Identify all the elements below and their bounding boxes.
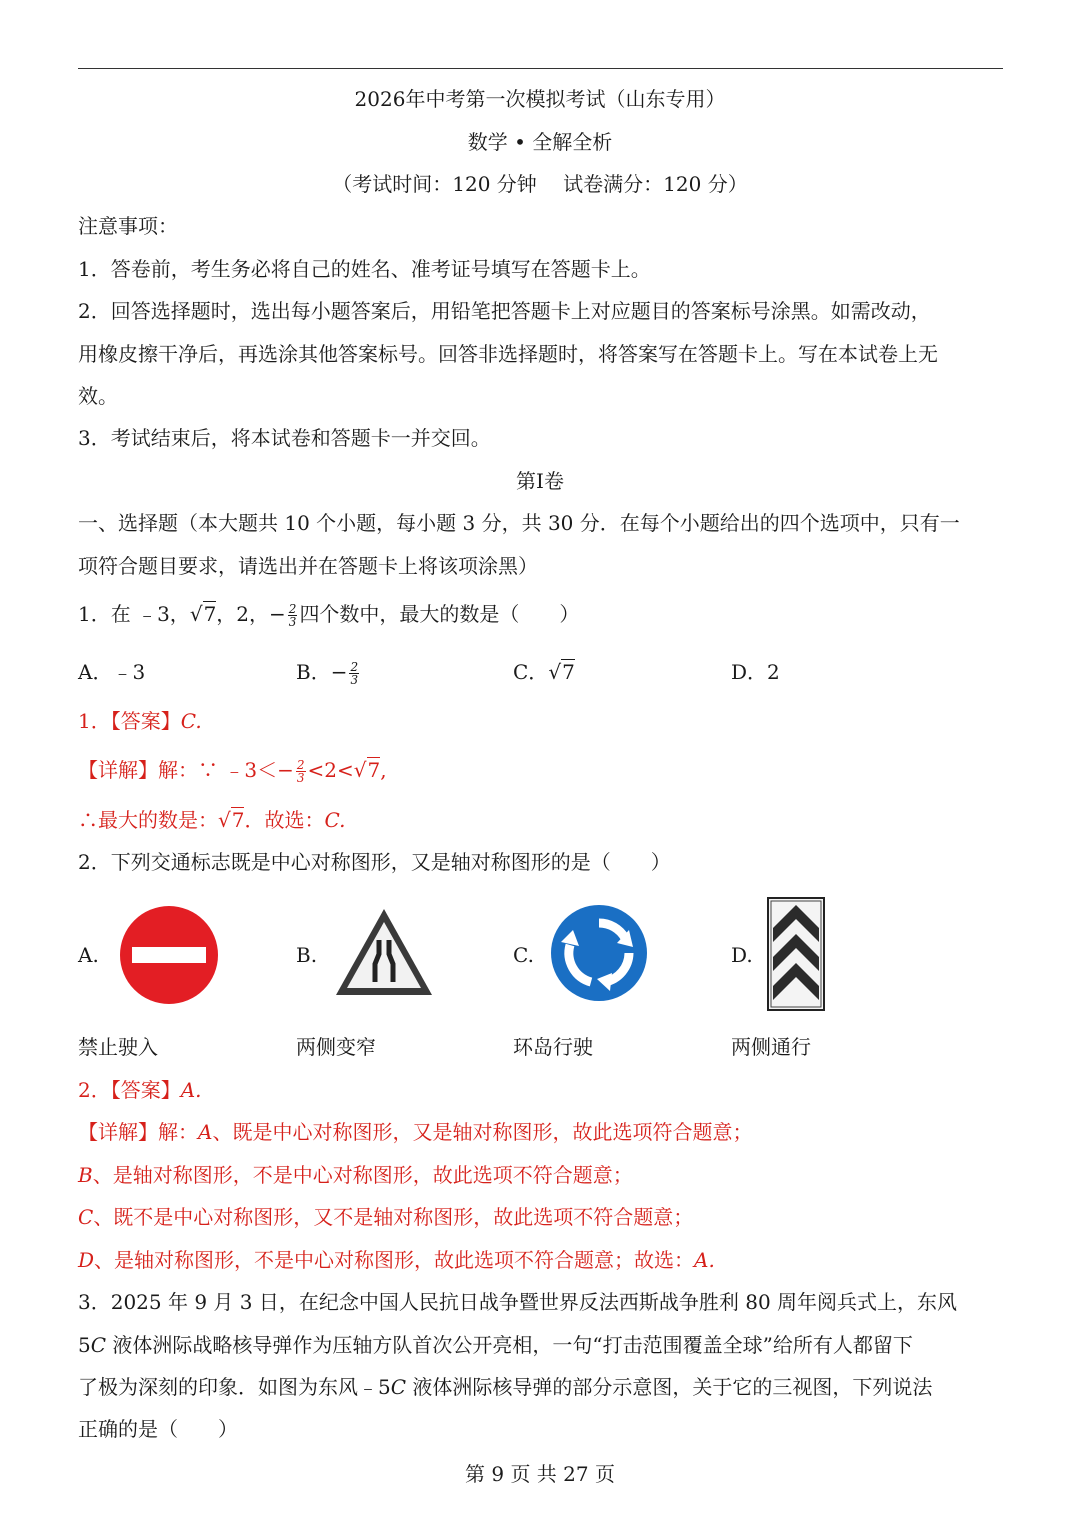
volume-heading: 第I卷 xyxy=(516,469,564,493)
fraction-two-thirds xyxy=(349,661,359,686)
notice-item-3: 3．考试结束后，将本试卷和答题卡一并交回。 xyxy=(78,426,491,450)
q2-detail-3-letter: C xyxy=(78,1205,94,1229)
q1-option-b-label: B． xyxy=(296,660,331,684)
q2-option-b-label: B. xyxy=(296,943,318,967)
q2-detail-2 xyxy=(78,1160,633,1190)
q1-answer xyxy=(78,706,202,736)
q1-conclusion-choice: C. xyxy=(324,808,346,832)
fraction-two-thirds xyxy=(296,759,306,784)
q3-line-2-part-a: 5 xyxy=(78,1333,91,1357)
q2-detail-4-text: 、是轴对称图形，不是中心对称图形，故此选项不符合题意；故选： xyxy=(94,1248,695,1272)
q3-line-2-part-c: 液体洲际战略核导弹作为压轴方队首次公开亮相，一句“打击范围覆盖全球”给所有人都留下 xyxy=(106,1333,913,1357)
q1-option-b xyxy=(296,657,361,687)
exam-title: 2026年中考第一次模拟考试（山东专用） xyxy=(354,87,726,111)
q1-option-c-label: C． xyxy=(513,660,549,684)
q1-stem-part-a: 1．在 ﹣3， xyxy=(78,602,190,626)
q2-option-a-label: A. xyxy=(78,943,99,967)
q1-stem-part-b: ，2， xyxy=(216,602,270,626)
q1-conclusion-part-b: ．故选： xyxy=(244,808,325,832)
q1-option-c xyxy=(513,657,575,687)
section-desc-line-2: 项符合题目要求，请选出并在答题卡上将该项涂黑） xyxy=(78,554,538,578)
fraction-denominator: 3 xyxy=(296,771,305,785)
fraction-numerator: 2 xyxy=(288,602,297,616)
q1-option-a: A．﹣3 xyxy=(78,660,146,684)
q3-line-3-part-b: C xyxy=(390,1375,407,1399)
q1-option-d: D．2 xyxy=(731,660,780,684)
sqrt-seven: √7 xyxy=(353,758,381,782)
fraction-numerator: 2 xyxy=(296,758,305,772)
q3-line-3-part-c: 液体洲际核导弹的部分示意图，关于它的三视图，下列说法 xyxy=(406,1375,933,1399)
exam-meta: （考试时间：120 分钟 试卷满分：120 分） xyxy=(332,172,748,196)
q1-conclusion xyxy=(78,805,345,835)
fraction-two-thirds xyxy=(288,603,298,628)
road-narrows-sign-icon xyxy=(333,906,435,1000)
q2-answer-label: 2．【答案】 xyxy=(78,1078,181,1102)
notice-item-2-line-1: 2．回答选择题时，选出每小题答案后，用铅笔把答题卡上对应题目的答案标号涂黑。如需改动， xyxy=(78,299,931,323)
q2-option-a-caption: 禁止驶入 xyxy=(78,1035,158,1059)
q3-line-1: 3．2025 年 9 月 3 日，在纪念中国人民抗日战争暨世界反法西斯战争胜利 80 周年阅兵式上，东风 xyxy=(78,1290,958,1314)
q1-stem-part-c: 四个数中，最大的数是（ ） xyxy=(299,602,580,626)
q2-detail-3-text: 、既不是中心对称图形，又不是轴对称图形，故此选项不符合题意； xyxy=(93,1205,694,1229)
q2-option-c-caption: 环岛行驶 xyxy=(513,1035,593,1059)
q2-detail-4 xyxy=(78,1245,715,1275)
q2-detail-2-text: 、是轴对称图形，不是中心对称图形，故此选项不符合题意； xyxy=(92,1163,633,1187)
q1-detail-part-b: <2< xyxy=(307,758,354,782)
minus-sign: − xyxy=(269,602,286,626)
q1-answer-label: 1．【答案】 xyxy=(78,709,181,733)
notice-item-2-line-3: 效。 xyxy=(78,384,118,408)
fraction-denominator: 3 xyxy=(288,615,297,629)
sqrt-radicand: 7 xyxy=(367,758,381,782)
q3-line-4: 正确的是（ ） xyxy=(78,1417,238,1441)
page-footer: 第 9 页 共 27 页 xyxy=(465,1462,615,1486)
sqrt-seven: √7 xyxy=(218,808,245,832)
sqrt-radicand: 7 xyxy=(231,808,245,832)
no-entry-sign-icon xyxy=(118,904,220,1006)
fraction-numerator: 2 xyxy=(350,660,359,674)
minus-sign: − xyxy=(330,660,348,684)
notice-item-1: 1．答卷前，考生务必将自己的姓名、准考证号填写在答题卡上。 xyxy=(78,257,651,281)
q2-detail-2-letter: B xyxy=(78,1163,93,1187)
q2-detail-1-prefix: 【详解】解： xyxy=(78,1120,198,1144)
q1-conclusion-part-a: ∴最大的数是： xyxy=(78,808,218,832)
q2-detail-1 xyxy=(78,1117,752,1147)
minus-sign: − xyxy=(277,758,294,782)
q2-detail-1-text: 、既是中心对称图形，又是轴对称图形，故此选项符合题意； xyxy=(212,1120,753,1144)
q2-option-b-caption: 两侧变窄 xyxy=(296,1035,376,1059)
notice-heading: 注意事项： xyxy=(78,214,178,238)
q2-detail-4-letter: D xyxy=(78,1248,95,1272)
q2-option-c-label: C. xyxy=(513,943,534,967)
q1-detail xyxy=(78,755,387,785)
q2-answer xyxy=(78,1075,202,1105)
q2-detail-4-choice: A. xyxy=(694,1248,715,1272)
sqrt-radicand: 7 xyxy=(203,602,217,626)
q3-line-2 xyxy=(78,1330,913,1360)
q2-detail-1-letter: A xyxy=(198,1120,213,1144)
header-rule xyxy=(78,68,1003,69)
q2-option-d-label: D. xyxy=(731,943,753,967)
roundabout-sign-icon xyxy=(549,903,649,1003)
notice-item-2-line-2: 用橡皮擦干净后，再选涂其他答案标号。回答非选择题时，将答案写在答题卡上。写在本试卷上无 xyxy=(78,342,938,366)
q1-answer-value: C. xyxy=(180,709,202,733)
q1-detail-part-a: 【详解】解：∵ ﹣3＜ xyxy=(78,758,278,782)
exam-subtitle: 数学 • 全解全析 xyxy=(467,130,613,154)
q1-detail-part-c: , xyxy=(380,758,387,782)
q2-detail-3 xyxy=(78,1202,693,1232)
fraction-denominator: 3 xyxy=(350,673,359,687)
sqrt-seven: √7 xyxy=(548,660,575,684)
q2-answer-value: A. xyxy=(180,1078,202,1102)
chevron-pass-sign-icon xyxy=(767,897,825,1011)
q3-line-3 xyxy=(78,1372,932,1402)
q3-line-2-part-b: C xyxy=(90,1333,107,1357)
sqrt-seven: √7 xyxy=(189,602,217,626)
q2-stem: 2．下列交通标志既是中心对称图形，又是轴对称图形的是（ ） xyxy=(78,850,671,874)
q1-stem xyxy=(78,599,579,629)
q3-line-3-part-a: 了极为深刻的印象．如图为东风﹣5 xyxy=(78,1375,391,1399)
sqrt-radicand: 7 xyxy=(562,660,575,684)
q2-option-d-caption: 两侧通行 xyxy=(731,1035,811,1059)
section-desc-line-1: 一、选择题（本大题共 10 个小题，每小题 3 分，共 30 分．在每个小题给出的四个选项中，只有一 xyxy=(78,511,960,535)
